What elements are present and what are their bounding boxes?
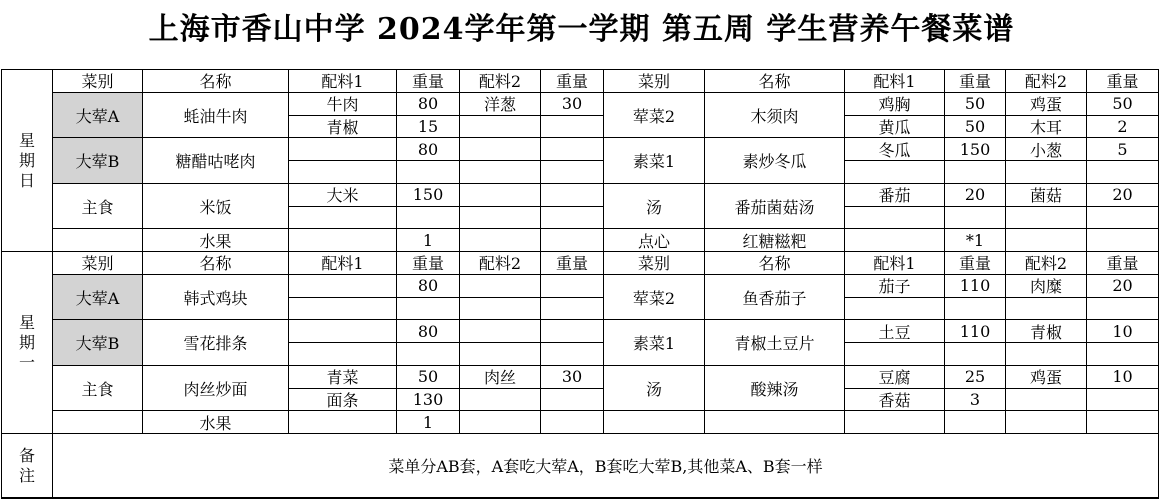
- weight2-cell: 10: [1087, 320, 1159, 343]
- dish-category: 荤菜2: [604, 275, 705, 321]
- weight1-cell: 150: [945, 138, 1006, 161]
- ingredient1-cell: 青椒: [289, 116, 397, 139]
- dish-name: 糖醋咕咾肉: [143, 138, 289, 184]
- weight1-cell: [397, 343, 460, 366]
- header-ingredient1: 配料1: [845, 70, 945, 93]
- weight2-cell: 20: [1087, 184, 1159, 207]
- header-weight: 重量: [945, 252, 1006, 275]
- ingredient2-cell: [460, 207, 541, 230]
- weight2-cell: [541, 320, 604, 343]
- weight1-cell: 130: [397, 389, 460, 412]
- fruit-weight: 1: [397, 229, 460, 252]
- weight1-cell: 3: [945, 389, 1006, 412]
- ingredient1-cell: [289, 298, 397, 321]
- ingredient1-cell: 番茄: [845, 184, 945, 207]
- ingredient2-cell: 肉丝: [460, 366, 541, 389]
- ingredient2-cell: [460, 320, 541, 343]
- header-ingredient1: 配料1: [845, 252, 945, 275]
- blank-cell: [945, 411, 1006, 434]
- weight2-cell: [541, 275, 604, 298]
- dish-category: 大荤B: [53, 320, 143, 366]
- weight2-cell: 50: [1087, 93, 1159, 116]
- dish-category: 主食: [53, 184, 143, 230]
- dish-name: 木须肉: [705, 93, 845, 139]
- dish-category: 素菜1: [604, 320, 705, 366]
- weight1-cell: [397, 298, 460, 321]
- blank-cell: [604, 411, 705, 434]
- weight2-cell: [1087, 207, 1159, 230]
- ingredient2-cell: 肉糜: [1006, 275, 1087, 298]
- weight1-cell: 25: [945, 366, 1006, 389]
- weight1-cell: 80: [397, 275, 460, 298]
- remarks-text: 菜单分AB套，A套吃大荤A，B套吃大荤B,其他菜A、B套一样: [53, 434, 1159, 498]
- fruit-i2: [460, 229, 541, 252]
- ingredient2-cell: 青椒: [1006, 320, 1087, 343]
- header-ingredient1: 配料1: [289, 252, 397, 275]
- ingredient1-cell: 冬瓜: [845, 138, 945, 161]
- dish-name: 韩式鸡块: [143, 275, 289, 321]
- weight1-cell: 50: [397, 366, 460, 389]
- weight1-cell: [397, 207, 460, 230]
- day-label-char: 期: [18, 332, 35, 352]
- fruit-w2: [541, 411, 604, 434]
- weight1-cell: 150: [397, 184, 460, 207]
- fruit-w2: [541, 229, 604, 252]
- weight2-cell: 10: [1087, 366, 1159, 389]
- ingredient1-cell: 豆腐: [845, 366, 945, 389]
- ingredient2-cell: [460, 184, 541, 207]
- dish-category: 主食: [53, 366, 143, 412]
- header-weight: 重量: [397, 252, 460, 275]
- remarks-label-char: 备: [18, 445, 35, 465]
- ingredient1-cell: 大米: [289, 184, 397, 207]
- header-category: 菜别: [604, 252, 705, 275]
- dish-category: 大荤A: [53, 93, 143, 139]
- ingredient1-cell: [289, 320, 397, 343]
- fruit-blank: [53, 411, 143, 434]
- weight2-cell: 5: [1087, 138, 1159, 161]
- ingredient2-cell: [1006, 389, 1087, 412]
- header-weight: 重量: [541, 70, 604, 93]
- weight2-cell: 30: [541, 366, 604, 389]
- weight2-cell: [541, 207, 604, 230]
- header-category: 菜别: [53, 252, 143, 275]
- day-label: [2, 70, 53, 252]
- header-weight: 重量: [945, 70, 1006, 93]
- header-name: 名称: [143, 252, 289, 275]
- ingredient1-cell: [845, 207, 945, 230]
- weight1-cell: 50: [945, 116, 1006, 139]
- ingredient2-cell: [460, 343, 541, 366]
- blank-cell: [1087, 411, 1159, 434]
- weight2-cell: [541, 138, 604, 161]
- snack-i1: [845, 229, 945, 252]
- day-label: [2, 252, 53, 434]
- remarks-label: [2, 434, 53, 498]
- header-category: 菜别: [53, 70, 143, 93]
- ingredient2-cell: [1006, 343, 1087, 366]
- dish-name: 素炒冬瓜: [705, 138, 845, 184]
- weight2-cell: [541, 116, 604, 139]
- header-name: 名称: [705, 70, 845, 93]
- ingredient1-cell: 青菜: [289, 366, 397, 389]
- blank-cell: [705, 411, 845, 434]
- ingredient1-cell: [289, 207, 397, 230]
- ingredient2-cell: [460, 161, 541, 184]
- ingredient1-cell: 面条: [289, 389, 397, 412]
- ingredient1-cell: 鸡胸: [845, 93, 945, 116]
- weight1-cell: 110: [945, 320, 1006, 343]
- ingredient2-cell: [460, 389, 541, 412]
- ingredient2-cell: 洋葱: [460, 93, 541, 116]
- ingredient1-cell: 黄瓜: [845, 116, 945, 139]
- ingredient1-cell: 牛肉: [289, 93, 397, 116]
- day-label-char: 一: [18, 352, 35, 372]
- ingredient1-cell: 香菇: [845, 389, 945, 412]
- dish-category: 素菜1: [604, 138, 705, 184]
- fruit-name: 水果: [143, 229, 289, 252]
- remarks-label-char: 注: [18, 465, 35, 485]
- fruit-i1: [289, 411, 397, 434]
- header-ingredient2: 配料2: [460, 70, 541, 93]
- weight2-cell: [541, 184, 604, 207]
- snack-w2: [1087, 229, 1159, 252]
- dish-name: 番茄菌菇汤: [705, 184, 845, 230]
- header-ingredient2: 配料2: [1006, 252, 1087, 275]
- weight2-cell: [541, 343, 604, 366]
- ingredient2-cell: [460, 138, 541, 161]
- ingredient2-cell: 木耳: [1006, 116, 1087, 139]
- snack-i2: [1006, 229, 1087, 252]
- blank-cell: [1006, 411, 1087, 434]
- ingredient1-cell: [289, 161, 397, 184]
- weight2-cell: [1087, 161, 1159, 184]
- ingredient1-cell: [289, 343, 397, 366]
- page-title: 上海市香山中学 2024学年第一学期 第五周 学生营养午餐菜谱: [148, 12, 1015, 47]
- ingredient2-cell: [460, 298, 541, 321]
- day-label-char: 星: [18, 130, 35, 150]
- fruit-i2: [460, 411, 541, 434]
- dish-name: 雪花排条: [143, 320, 289, 366]
- weight1-cell: [945, 298, 1006, 321]
- blank-cell: [845, 411, 945, 434]
- weight1-cell: [945, 161, 1006, 184]
- header-weight: 重量: [1087, 70, 1159, 93]
- snack-category: 点心: [604, 229, 705, 252]
- header-ingredient1: 配料1: [289, 70, 397, 93]
- weight1-cell: [945, 343, 1006, 366]
- dish-category: 荤菜2: [604, 93, 705, 139]
- ingredient2-cell: [460, 275, 541, 298]
- ingredient1-cell: [289, 138, 397, 161]
- snack-name: 红糖糍粑: [705, 229, 845, 252]
- ingredient2-cell: 鸡蛋: [1006, 93, 1087, 116]
- weight2-cell: [1087, 389, 1159, 412]
- ingredient1-cell: [845, 298, 945, 321]
- weight1-cell: 110: [945, 275, 1006, 298]
- dish-name: 肉丝炒面: [143, 366, 289, 412]
- ingredient2-cell: 菌菇: [1006, 184, 1087, 207]
- weight1-cell: 15: [397, 116, 460, 139]
- weight1-cell: 20: [945, 184, 1006, 207]
- weight2-cell: [541, 389, 604, 412]
- day-label-char: 星: [18, 312, 35, 332]
- dish-category: 大荤B: [53, 138, 143, 184]
- weight1-cell: [945, 207, 1006, 230]
- ingredient2-cell: [460, 116, 541, 139]
- weight1-cell: 80: [397, 93, 460, 116]
- ingredient2-cell: 鸡蛋: [1006, 366, 1087, 389]
- ingredient2-cell: [1006, 207, 1087, 230]
- dish-name: 酸辣汤: [705, 366, 845, 412]
- dish-name: 米饭: [143, 184, 289, 230]
- weight2-cell: [1087, 343, 1159, 366]
- fruit-name: 水果: [143, 411, 289, 434]
- header-name: 名称: [143, 70, 289, 93]
- ingredient2-cell: 小葱: [1006, 138, 1087, 161]
- weight1-cell: 80: [397, 138, 460, 161]
- header-name: 名称: [705, 252, 845, 275]
- ingredient2-cell: [1006, 298, 1087, 321]
- weight1-cell: [397, 161, 460, 184]
- dish-name: 青椒土豆片: [705, 320, 845, 366]
- header-ingredient2: 配料2: [460, 252, 541, 275]
- header-weight: 重量: [1087, 252, 1159, 275]
- ingredient1-cell: [289, 275, 397, 298]
- fruit-weight: 1: [397, 411, 460, 434]
- ingredient1-cell: [845, 343, 945, 366]
- menu-table: [1, 69, 1159, 499]
- weight2-cell: 30: [541, 93, 604, 116]
- header-category: 菜别: [604, 70, 705, 93]
- weight1-cell: 80: [397, 320, 460, 343]
- ingredient1-cell: 茄子: [845, 275, 945, 298]
- weight2-cell: 2: [1087, 116, 1159, 139]
- dish-name: 鱼香茄子: [705, 275, 845, 321]
- header-ingredient2: 配料2: [1006, 70, 1087, 93]
- dish-category: 大荤A: [53, 275, 143, 321]
- weight2-cell: [1087, 298, 1159, 321]
- fruit-blank: [53, 229, 143, 252]
- dish-category: 汤: [604, 184, 705, 230]
- header-weight: 重量: [397, 70, 460, 93]
- dish-name: 蚝油牛肉: [143, 93, 289, 139]
- day-label-char: 期: [18, 150, 35, 170]
- dish-category: 汤: [604, 366, 705, 412]
- fruit-i1: [289, 229, 397, 252]
- header-weight: 重量: [541, 252, 604, 275]
- weight2-cell: [541, 298, 604, 321]
- snack-weight: *1: [945, 229, 1006, 252]
- ingredient2-cell: [1006, 161, 1087, 184]
- weight1-cell: 50: [945, 93, 1006, 116]
- ingredient1-cell: [845, 161, 945, 184]
- weight2-cell: [541, 161, 604, 184]
- day-label-char: 日: [18, 170, 35, 190]
- ingredient1-cell: 土豆: [845, 320, 945, 343]
- weight2-cell: 20: [1087, 275, 1159, 298]
